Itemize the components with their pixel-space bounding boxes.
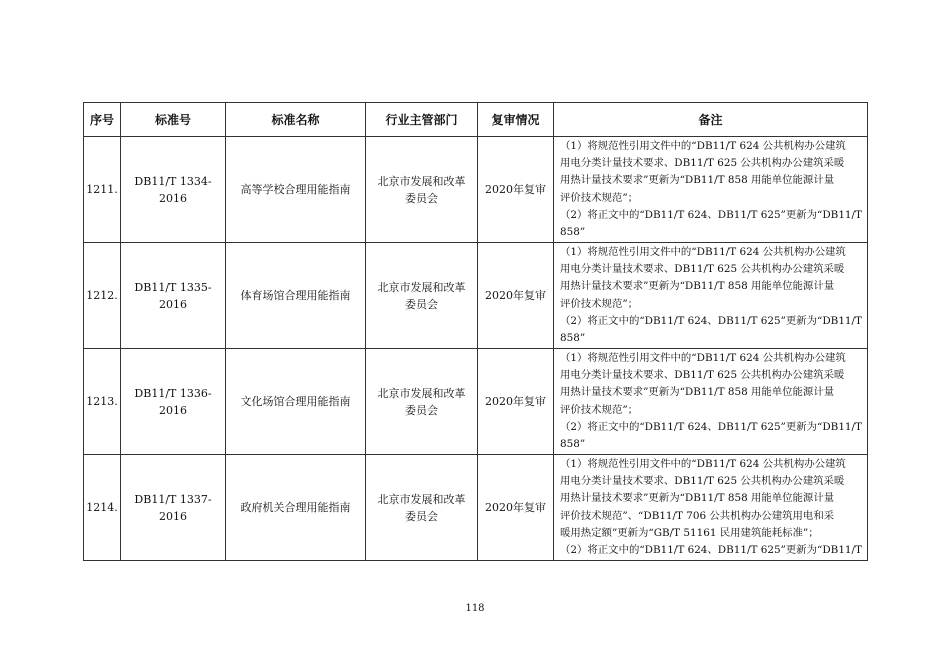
row-department-text: 北京市发展和改革委员会 — [377, 492, 466, 523]
table-row — [84, 243, 868, 349]
note-line: 858” — [560, 332, 586, 345]
note-line: 用电分类计量技术要求、DB11/T 625 公共机构办公建筑采暖 — [560, 475, 845, 488]
page-number: 118 — [465, 603, 485, 614]
row-department — [366, 455, 478, 561]
row-department — [366, 243, 478, 349]
note-line: （1）将规范性引用文件中的“DB11/T 624 公共机构办公建筑 — [560, 140, 846, 152]
note-line: 评价技术规范”； — [560, 403, 639, 416]
note-line: （2）将正文中的“DB11/T 624、DB11/T 625”更新为“DB11/T — [560, 314, 862, 327]
table-header-row — [84, 103, 868, 137]
row-index: 1213. — [84, 349, 121, 455]
header-index: 序号 — [84, 103, 121, 137]
row-standard-name: 高等学校合理用能指南 — [226, 137, 366, 243]
note-line: （1）将规范性引用文件中的“DB11/T 624 公共机构办公建筑 — [560, 246, 846, 258]
header-notes: 备注 — [554, 103, 868, 137]
row-review: 2020年复审 — [478, 349, 554, 455]
row-notes — [554, 349, 868, 455]
row-standard-code: DB11/T 1334-2016 — [121, 137, 226, 243]
row-department-text: 北京市发展和改革委员会 — [377, 174, 466, 205]
row-review: 2020年复审 — [478, 137, 554, 243]
note-line: 用热计量技术要求”更新为“DB11/T 858 用能单位能源计量 — [560, 174, 835, 187]
row-standard-name: 政府机关合理用能指南 — [226, 455, 366, 561]
note-line: （1）将规范性引用文件中的“DB11/T 624 公共机构办公建筑 — [560, 352, 846, 364]
note-line: 用热计量技术要求”更新为“DB11/T 858 用能单位能源计量 — [560, 280, 835, 293]
row-review: 2020年复审 — [478, 455, 554, 561]
standards-table — [83, 102, 868, 561]
note-line: 用电分类计量技术要求、DB11/T 625 公共机构办公建筑采暖 — [560, 263, 845, 276]
row-notes — [554, 243, 868, 349]
row-department-text: 北京市发展和改革委员会 — [377, 280, 466, 311]
row-notes — [554, 137, 868, 243]
row-department — [366, 349, 478, 455]
note-line: 暖用热定额”更新为“GB/T 51161 民用建筑能耗标准”； — [560, 526, 819, 539]
row-standard-code: DB11/T 1337-2016 — [121, 455, 226, 561]
note-line: 用热计量技术要求”更新为“DB11/T 858 用能单位能源计量 — [560, 492, 835, 505]
table-row — [84, 349, 868, 455]
note-line: 用电分类计量技术要求、DB11/T 625 公共机构办公建筑采暖 — [560, 157, 845, 170]
table-row — [84, 455, 868, 561]
row-index: 1214. — [84, 455, 121, 561]
row-standard-name: 体育场馆合理用能指南 — [226, 243, 366, 349]
note-line: （1）将规范性引用文件中的“DB11/T 624 公共机构办公建筑 — [560, 458, 846, 470]
note-line: （2）将正文中的“DB11/T 624、DB11/T 625”更新为“DB11/T — [560, 420, 862, 433]
note-line: 858” — [560, 226, 586, 239]
note-line: 评价技术规范”； — [560, 191, 639, 204]
note-line: 用热计量技术要求”更新为“DB11/T 858 用能单位能源计量 — [560, 386, 835, 399]
row-review: 2020年复审 — [478, 243, 554, 349]
row-index: 1211. — [84, 137, 121, 243]
header-standard-code: 标准号 — [121, 103, 226, 137]
row-standard-name: 文化场馆合理用能指南 — [226, 349, 366, 455]
row-standard-code: DB11/T 1336-2016 — [121, 349, 226, 455]
note-line: 858” — [560, 438, 586, 451]
header-standard-name: 标准名称 — [226, 103, 366, 137]
row-notes — [554, 455, 868, 561]
row-standard-code: DB11/T 1335-2016 — [121, 243, 226, 349]
table-row — [84, 137, 868, 243]
header-department: 行业主管部门 — [366, 103, 478, 137]
note-line: 评价技术规范”、“DB11/T 706 公共机构办公建筑用电和采 — [560, 509, 835, 522]
row-department — [366, 137, 478, 243]
note-line: （2）将正文中的“DB11/T 624、DB11/T 625”更新为“DB11/T — [560, 208, 862, 221]
note-line: 评价技术规范”； — [560, 297, 639, 310]
row-department-text: 北京市发展和改革委员会 — [377, 386, 466, 417]
note-line: 用电分类计量技术要求、DB11/T 625 公共机构办公建筑采暖 — [560, 369, 845, 382]
note-line: （2）将正文中的“DB11/T 624、DB11/T 625”更新为“DB11/T — [560, 544, 862, 557]
header-review: 复审情况 — [478, 103, 554, 137]
row-index: 1212. — [84, 243, 121, 349]
